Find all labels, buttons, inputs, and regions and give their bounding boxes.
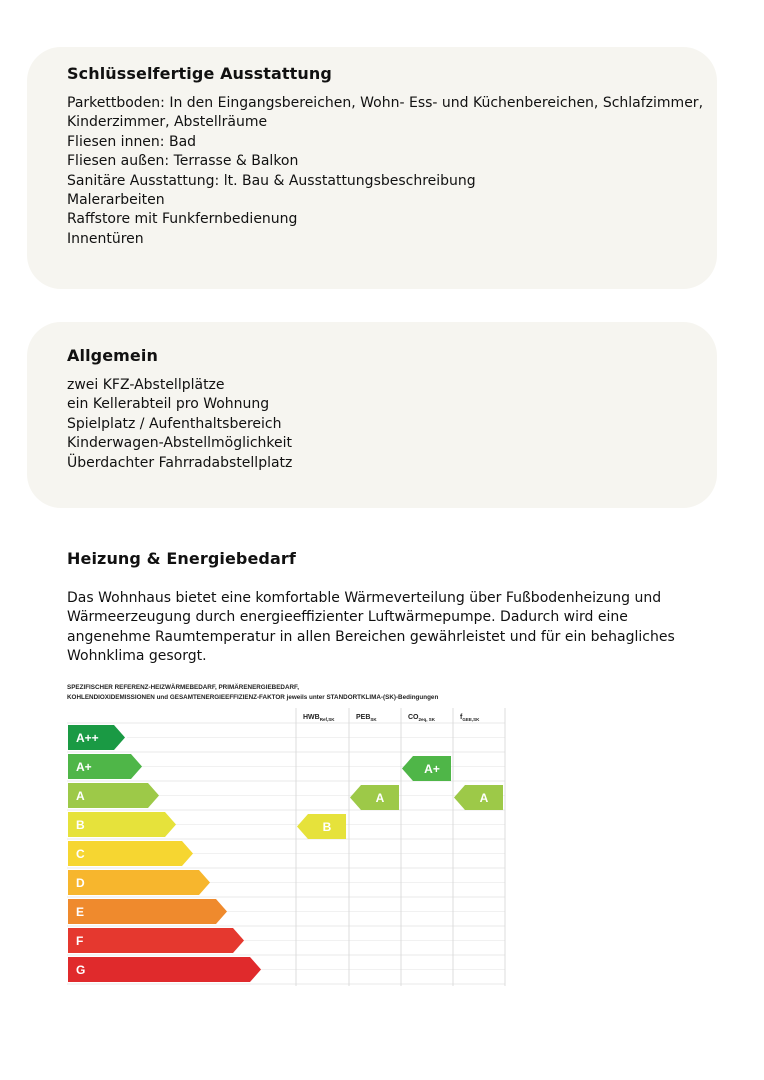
ausstattung-list	[67, 94, 704, 249]
list-item: Innentüren	[67, 230, 144, 247]
rating-label: A+	[424, 762, 440, 776]
list-item: Parkettboden: In den Eingangsbereichen, Wohn- Ess- und Küchenbereichen, Schlafzimmer,	[67, 95, 704, 111]
class-bar-g	[68, 957, 261, 982]
paragraph-line: angenehme Raumtemperatur in allen Bereichen gewährleistet und für ein behagliches	[67, 628, 675, 645]
list-item: Fliesen außen: Terrasse & Balkon	[67, 153, 299, 170]
column-header: $HWB_{Ref,SK}$	[303, 714, 335, 722]
class-label: F	[76, 934, 84, 948]
energy-label-header	[67, 683, 507, 702]
column-header: $PEB_{SK}$	[356, 714, 377, 722]
class-label: A+	[76, 760, 92, 774]
list-item: zwei KFZ-Abstellplätze	[67, 377, 225, 393]
list-item: Kinderzimmer, Abstellräume	[67, 114, 268, 131]
list-item: Malerarbeiten	[67, 192, 165, 209]
column-header: $f_{GEE,SK}$	[460, 714, 480, 722]
paragraph-line: Wohnklima gesorgt.	[67, 648, 207, 665]
rating-label: B	[322, 820, 332, 834]
column-header: $CO_{2eq, SK}$	[408, 714, 436, 722]
class-label: G	[76, 963, 86, 977]
paragraph-line: Das Wohnhaus bietet eine komfortable Wärmeverteilung über Fußbodenheizung und	[67, 590, 662, 606]
list-item: ein Kellerabteil pro Wohnung	[67, 396, 270, 413]
rating-arrow	[350, 785, 399, 810]
energy-label-header-line: SPEZIFISCHER REFERENZ-HEIZWÄRMEBEDARF, PRIMÄRENERGIEBEDARF,	[67, 684, 299, 691]
list-item: Spielplatz / Aufenthaltsbereich	[67, 415, 282, 432]
heizung-title: Heizung & Energiebedarf	[67, 549, 296, 568]
rating-label: A	[479, 791, 489, 805]
class-label: A	[76, 789, 85, 803]
allgemein-title: Allgemein	[67, 346, 158, 365]
class-label: B	[76, 818, 85, 832]
allgemein-card	[27, 322, 717, 508]
list-item: Kinderwagen-Abstellmöglichkeit	[67, 435, 293, 452]
class-label: E	[76, 905, 85, 919]
class-bar-c	[68, 841, 193, 866]
rating-arrow	[297, 814, 346, 839]
class-bar-d	[68, 870, 210, 895]
heizung-section	[67, 549, 707, 667]
class-label: C	[76, 847, 85, 861]
rating-arrow	[454, 785, 503, 810]
allgemein-list	[67, 376, 677, 473]
heizung-paragraph	[67, 589, 707, 667]
list-item: Überdachter Fahrradabstellplatz	[67, 454, 293, 471]
rating-label: A	[375, 791, 385, 805]
energy-efficiency-chart	[67, 708, 507, 988]
ausstattung-card	[27, 47, 717, 289]
ausstattung-title: Schlüsselfertige Ausstattung	[67, 64, 332, 83]
list-item: Fliesen innen: Bad	[67, 133, 197, 150]
class-label: D	[76, 876, 85, 890]
class-bar-e	[68, 899, 227, 924]
energy-label-header-line: KOHLENDIOXIDEMISSIONEN und GESAMTENERGIEEFFIZIENZ-FAKTOR jeweils unter STANDORTKLIMA-(SK)-Bedingungen	[67, 693, 439, 701]
paragraph-line: Wärmeerzeugung durch energieeffizienter Luftwärmepumpe. Dadurch wird eine	[67, 609, 628, 626]
class-bar-f	[68, 928, 244, 953]
list-item: Sanitäre Ausstattung: lt. Bau & Ausstattungsbeschreibung	[67, 172, 476, 189]
class-label: A++	[76, 731, 99, 745]
list-item: Raffstore mit Funkfernbedienung	[67, 211, 298, 228]
